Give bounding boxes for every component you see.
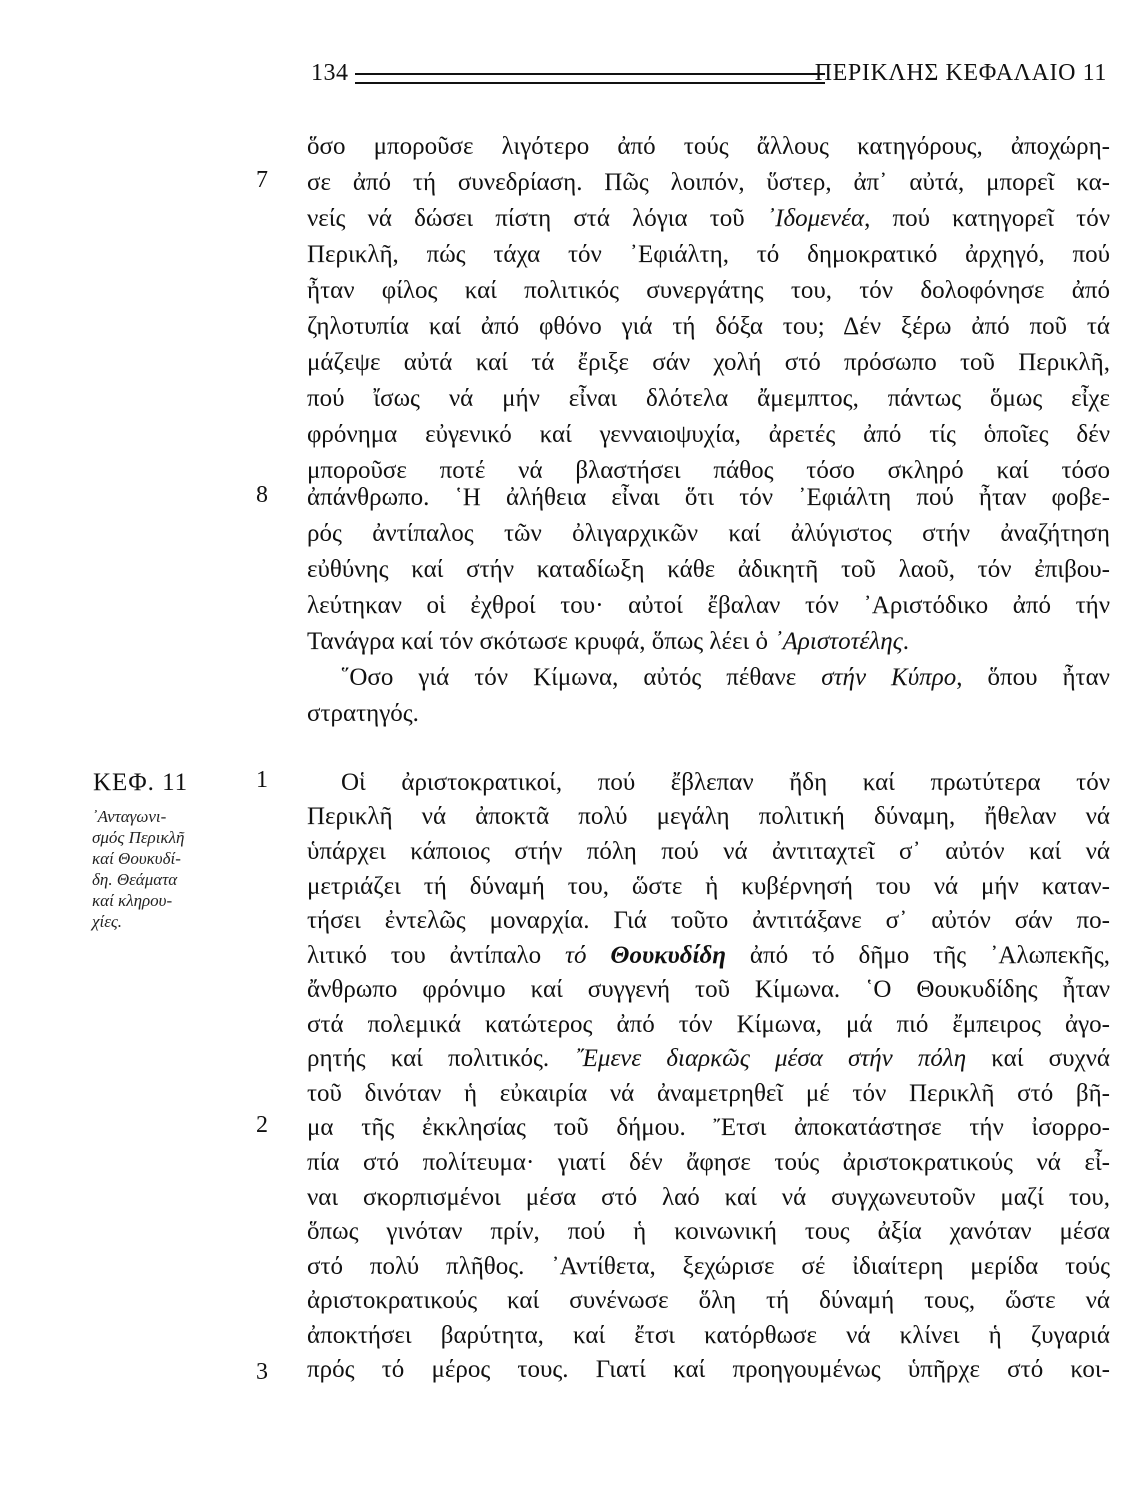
note-line: ᾿Ανταγωνι- — [92, 807, 167, 826]
text-line: μάζεψε αὐτά καί τά ἔριξε σάν χολή στό πρόσωπο τοῦ Περικλῆ, — [307, 349, 1110, 376]
text-line: ἀριστοκρατικούς καί συνένωσε ὅλη τή δύναμή τους, ὥστε νά — [307, 1287, 1110, 1314]
text-run: καί συχνά — [966, 1045, 1110, 1072]
text-line: μα τῆς ἐκκλησίας τοῦ δήμου. Ἔτσι ἀποκατάστησε τήν ἰσορρο- — [307, 1114, 1110, 1141]
text-line — [307, 660, 1110, 696]
page-header — [303, 60, 1113, 94]
chapter-summary-note — [92, 806, 252, 932]
text-line: Οἱ ἀριστοκρατικοί, πού ἔβλεπαν ἤδη καί πρωτύτερα τόν — [341, 769, 1110, 796]
italic-phrase: ῎Εμενε διαρκῶς μέσα στήν πόλη — [574, 1045, 967, 1072]
text-line: ζηλοτυπία καί ἀπό φθόνο γιά τή δόξα του; Δέν ξέρω ἀπό ποῦ τά — [307, 313, 1110, 340]
chapter-label: ΚΕΦ. 11 — [93, 769, 189, 796]
text-line: στά πολεμικά κατώτερος ἀπό τόν Κίμωνα, μά πιό ἔμπειρος ἀγο- — [307, 1011, 1110, 1038]
note-line: χίες. — [92, 912, 123, 931]
note-line: δη. Θεάματα — [92, 870, 178, 889]
text-line — [307, 201, 1110, 237]
section-number: 3 — [256, 1359, 268, 1385]
text-line: εὐθύνης καί στήν καταδίωξη κάθε ἀδικητῆ τοῦ λαοῦ, τόν ἐπιβου- — [307, 556, 1110, 583]
running-head: ΠΕΡΙΚΛΗΣ ΚΕΦΑΛΑΙΟ 11 — [814, 60, 1107, 86]
text-line: πία στό πολίτευμα· γιατί δέν ἄφησε τούς ἀριστοκρατικούς νά εἶ- — [307, 1149, 1110, 1176]
bold-italic-name: Θουκυδίδη — [610, 942, 726, 969]
text-run: , ὅπου ἦταν — [956, 664, 1110, 691]
text-line: στρατηγός. — [307, 700, 419, 727]
italic-name: ᾿Αριστοτέλης — [774, 628, 903, 655]
note-line: σμός Περικλῆ — [92, 828, 185, 847]
text-line: ὅσο μποροῦσε λιγότερο ἀπό τούς ἄλλους κατηγόρους, ἀποχώρη- — [307, 133, 1110, 160]
text-run: ρητής καί πολιτικός. — [307, 1045, 575, 1072]
text-line: ρός ἀντίπαλος τῶν ὀλιγαρχικῶν καί ἀλύγιστος στήν ἀναζήτηση — [307, 520, 1110, 547]
text-run: Τανάγρα καί τόν σκότωσε κρυφά, ὅπως λέει ὁ — [307, 628, 775, 655]
text-run: νείς νά δώσει πίστη στά λόγια τοῦ — [307, 205, 767, 232]
text-line — [307, 624, 1110, 660]
text-run: ῞Οσο γιά τόν Κίμωνα, αὐτός πέθανε — [341, 664, 822, 691]
note-line: καί κληρου- — [92, 891, 173, 910]
text-line: ὑπάρχει κάποιος στήν πόλη πού νά ἀντιταχτεῖ σ᾿ αὐτόν καί νά — [307, 838, 1110, 865]
text-line: ὅπως γινόταν πρίν, πού ἡ κοινωνική τους ἀξία χανόταν μέσα — [307, 1218, 1110, 1245]
text-run: . — [902, 628, 910, 655]
text-run: λιτικό του ἀντίπαλο — [307, 942, 566, 969]
text-line: σε ἀπό τή συνεδρίαση. Πῶς λοιπόν, ὕστερ, ἀπ᾿ αὐτά, μπορεῖ κα- — [307, 169, 1110, 196]
text-line: λεύτηκαν οἱ ἐχθροί του· αὐτοί ἔβαλαν τόν ᾿Αριστόδικο ἀπό τήν — [307, 592, 1110, 619]
text-run: ἀπό τό δῆμο τῆς ᾿Αλωπεκῆς, — [726, 942, 1110, 969]
text-line — [307, 1041, 1110, 1077]
text-line: τοῦ δινόταν ἡ εὐκαιρία νά ἀναμετρηθεῖ μέ τόν Περικλῆ στό βῆ- — [307, 1080, 1110, 1107]
text-line: φρόνημα εὐγενικό καί γενναιοψυχία, ἀρετές ἀπό τίς ὁποῖες δέν — [307, 421, 1110, 448]
text-line: ἦταν φίλος καί πολιτικός συνεργάτης του, τόν δολοφόνησε ἀπό — [307, 277, 1110, 304]
text-line: ἀπάνθρωπο. ῾Η ἀλήθεια εἶναι ὅτι τόν ᾿Εφιάλτη πού ἦταν φοβε- — [307, 484, 1110, 511]
text-line: ἀποκτήσει βαρύτητα, καί ἔτσι κατόρθωσε νά κλίνει ἡ ζυγαριά — [307, 1322, 1110, 1349]
italic-name: στήν Κύπρο — [821, 664, 957, 691]
text-run: , πού κατηγορεῖ τόν — [864, 205, 1110, 232]
page-number: 134 — [311, 60, 349, 86]
section-number: 1 — [256, 767, 268, 793]
section-number: 7 — [256, 167, 268, 193]
text-line: τήσει ἐντελῶς μοναρχία. Γιά τοῦτο ἀντιτάξανε σ᾿ αὐτόν σάν πο- — [307, 907, 1110, 934]
italic-name: τό — [565, 942, 611, 969]
header-double-rule — [355, 73, 825, 84]
text-line — [307, 938, 1110, 974]
section-number: 2 — [256, 1112, 268, 1138]
text-line: πρός τό μέρος τους. Γιατί καί προηγουμένως ὑπῆρχε στό κοι- — [307, 1356, 1110, 1383]
text-line: Περικλῆ, πώς τάχα τόν ᾿Εφιάλτη, τό δημοκρατικό ἀρχηγό, πού — [307, 241, 1110, 268]
text-line: Περικλῆ νά ἀποκτᾶ πολύ μεγάλη πολιτική δύναμη, ἤθελαν νά — [307, 803, 1110, 830]
text-line: στό πολύ πλῆθος. ᾿Αντίθετα, ξεχώρισε σέ ἰδιαίτερη μερίδα τούς — [307, 1253, 1110, 1280]
italic-name: ᾿Ιδομενέα — [766, 205, 865, 232]
text-line: ἄνθρωπο φρόνιμο καί συγγενή τοῦ Κίμωνα. ῾Ο Θουκυδίδης ἦταν — [307, 976, 1110, 1003]
text-line: μποροῦσε ποτέ νά βλαστήσει πάθος τόσο σκληρό καί τόσο — [307, 457, 1110, 484]
section-number: 8 — [256, 482, 268, 508]
note-line: καί Θουκυδί- — [92, 849, 181, 868]
text-line: μετριάζει τή δύναμή του, ὥστε ἡ κυβέρνησή του νά μήν καταν- — [307, 873, 1110, 900]
text-line: πού ἴσως νά μήν εἶναι δλότελα ἄμεμπτος, πάντως ὅμως εἶχε — [307, 385, 1110, 412]
text-line: ναι σκορπισμένοι μέσα στό λαό καί νά συγχωνευτοῦν μαζί του, — [307, 1184, 1110, 1211]
